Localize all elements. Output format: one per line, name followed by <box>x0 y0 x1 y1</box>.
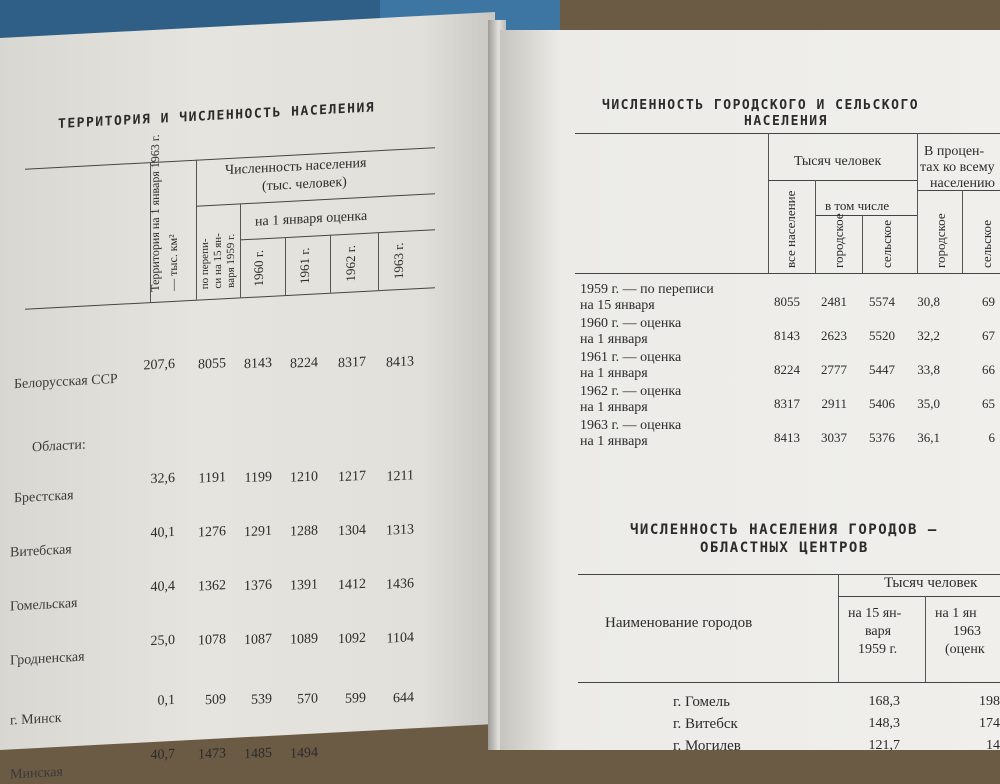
row-label: 1961 г. — оценка <box>580 350 682 365</box>
table-cell: 8055 <box>774 294 800 309</box>
table-cell: 148,3 <box>868 716 900 731</box>
col1-header: на 15 ян- <box>848 606 902 621</box>
thousands-header-2: Тысяч человек <box>884 575 978 591</box>
table-cell: 1436 <box>386 576 414 593</box>
table-cell: 8143 <box>774 328 800 343</box>
city-name: г. Гомель <box>673 694 731 710</box>
census-header-3: варя 1959 г. <box>225 233 237 289</box>
table-cell: 8413 <box>386 354 414 371</box>
population-header: Численность населения <box>225 155 367 179</box>
table-cell: 2623 <box>821 328 847 343</box>
urban-pct-header: городское <box>933 213 948 268</box>
table-cell: 198 <box>979 694 1000 709</box>
row-label: Брестская <box>14 488 74 507</box>
table-cell: 2481 <box>821 294 847 309</box>
right-table2-title-2: ОБЛАСТНЫХ ЦЕНТРОВ <box>700 540 869 556</box>
col-divider <box>378 232 379 290</box>
census-header-2: си на 15 ян- <box>212 232 224 289</box>
table-cell: 1217 <box>338 468 366 486</box>
table-cell: 1304 <box>338 522 366 540</box>
subheader-rule <box>838 596 1000 597</box>
row-label: Гродненская <box>10 649 85 669</box>
col-divider <box>838 574 839 682</box>
cities-header: Наименование городов <box>605 615 753 631</box>
table-cell: 3037 <box>821 430 847 445</box>
table1-header-rule <box>575 273 1000 274</box>
population-unit: (тыс. человек) <box>262 174 347 195</box>
left-page-title: ТЕРРИТОРИЯ И ЧИСЛЕННОСТЬ НАСЕЛЕНИЯ <box>58 100 376 132</box>
census-header: по перепи- <box>199 238 211 290</box>
right-table1-title-2: НАСЕЛЕНИЯ <box>744 114 828 129</box>
row-label: Минская <box>10 764 63 783</box>
table-cell: 8143 <box>244 355 272 373</box>
table-cell: 67 <box>982 328 995 343</box>
col1-header-3: 1959 г. <box>858 642 898 657</box>
total-header: все население <box>783 190 798 268</box>
subheader-rule <box>768 180 917 181</box>
table-cell: 69 <box>982 294 995 309</box>
table-cell: 207,6 <box>143 356 175 374</box>
col-divider <box>330 235 331 293</box>
table-cell: 1276 <box>198 524 226 541</box>
table-cell: 1362 <box>198 578 226 595</box>
table-cell: 5520 <box>869 328 895 343</box>
table-cell: 1078 <box>198 632 226 649</box>
urban-header: городское <box>831 213 846 268</box>
table-cell: 5376 <box>869 430 895 445</box>
territory-header: Территория на 1 января 1963 г. <box>148 134 162 293</box>
table-cell: 35,0 <box>917 396 940 411</box>
table-cell: 539 <box>251 691 272 708</box>
table-cell: 40,7 <box>150 746 175 764</box>
year-1961: 1961 г. <box>297 247 312 285</box>
table-cell: 1211 <box>386 468 414 485</box>
table-cell: 1494 <box>290 745 318 762</box>
table-cell: 1412 <box>338 576 366 594</box>
row-label: 1963 г. — оценка <box>580 418 682 433</box>
table-cell: 30,8 <box>917 294 940 309</box>
col-divider <box>917 133 918 273</box>
table-cell: 509 <box>205 692 226 709</box>
row-label: Гомельская <box>10 595 78 615</box>
table-cell: 66 <box>982 362 995 377</box>
table-cell: 8413 <box>774 430 800 445</box>
table-cell: 1104 <box>386 630 414 647</box>
year-1962: 1962 г. <box>343 244 358 283</box>
col-divider <box>285 237 286 295</box>
city-name: г. Витебск <box>673 716 738 732</box>
right-table2-title: ЧИСЛЕННОСТЬ НАСЕЛЕНИЯ ГОРОДОВ — <box>630 522 938 538</box>
col2-header: на 1 ян <box>935 606 977 621</box>
right-page <box>500 30 1000 754</box>
table-cell: 8224 <box>290 355 318 372</box>
table-cell: 5406 <box>869 396 895 411</box>
row-label: Белорусская ССР <box>14 371 118 393</box>
row-label: Витебская <box>10 542 72 561</box>
thousands-header: Тысяч человек <box>794 154 882 169</box>
table-cell: 8055 <box>198 356 226 373</box>
table-cell: 2911 <box>821 396 847 411</box>
row-label: 1960 г. — оценка <box>580 316 682 331</box>
table-cell: 1376 <box>244 577 272 595</box>
table-cell: 5574 <box>869 294 895 309</box>
table1-top-rule <box>575 133 1000 134</box>
table-cell: 32,2 <box>917 328 940 343</box>
table-cell: 8317 <box>338 354 366 372</box>
col-divider <box>862 215 863 273</box>
row-label-2: на 1 января <box>580 366 648 381</box>
table-cell: 36,1 <box>917 430 940 445</box>
percent-header-2: тах ко всему <box>920 160 995 175</box>
table-cell: 570 <box>297 691 318 708</box>
right-table1-title: ЧИСЛЕННОСТЬ ГОРОДСКОГО И СЕЛЬСКОГО <box>602 98 920 113</box>
table-cell: 25,0 <box>150 632 175 650</box>
table-cell: 1087 <box>244 631 272 649</box>
row-label-2: на 1 января <box>580 332 648 347</box>
col2-header-2: 1963 <box>953 624 981 639</box>
territory-unit: — тыс. км² <box>166 233 180 292</box>
col-divider <box>962 190 963 273</box>
table-cell: 1288 <box>290 523 318 540</box>
year-1960: 1960 г. <box>251 249 266 287</box>
year-1963: 1963 г. <box>391 242 406 280</box>
col2-header-3: (оценк <box>945 642 985 657</box>
table-cell: 8224 <box>774 362 800 377</box>
table-cell: 168,3 <box>868 694 900 709</box>
table-header-rule <box>25 287 435 309</box>
table-cell: 1092 <box>338 630 366 648</box>
table-cell: 174 <box>979 716 1000 731</box>
table-cell: 1089 <box>290 631 318 648</box>
table-cell: 32,6 <box>150 470 175 488</box>
table-cell: 1291 <box>244 523 272 541</box>
table2-header-rule <box>578 682 1000 683</box>
subheader-rule <box>240 229 435 240</box>
table-cell: 8317 <box>774 396 800 411</box>
table-cell: 0,1 <box>157 692 175 709</box>
table-cell: 40,1 <box>150 524 175 542</box>
table-cell: 1191 <box>198 470 226 487</box>
subheader-rule <box>196 193 435 207</box>
table-cell: 65 <box>982 396 995 411</box>
table-cell: 1473 <box>198 746 226 763</box>
rural-pct-header: сельское <box>979 220 994 268</box>
percent-header-3: населению <box>930 176 995 191</box>
table-cell: 644 <box>393 690 414 707</box>
left-page <box>0 12 495 783</box>
table-cell: 40,4 <box>150 578 175 596</box>
table-cell: 6 <box>988 430 995 445</box>
row-label: 1959 г. — по переписи <box>580 282 714 297</box>
table-cell: 1313 <box>386 522 414 539</box>
percent-header: В процен- <box>924 144 985 159</box>
table-cell: 599 <box>345 690 366 707</box>
city-name: г. Могилев <box>673 738 741 754</box>
col1-header-2: варя <box>865 624 892 639</box>
table-cell: 1391 <box>290 577 318 594</box>
table-cell: 1199 <box>244 469 272 487</box>
row-label-2: на 15 января <box>580 298 655 313</box>
row-label-2: на 1 января <box>580 400 648 415</box>
incl-header: в том числе <box>825 198 890 213</box>
rural-header: сельское <box>879 220 894 268</box>
col-divider <box>925 596 926 682</box>
row-label: г. Минск <box>10 710 62 729</box>
row-label: Области: <box>32 437 86 456</box>
table-cell: 1485 <box>244 745 272 763</box>
row-label-2: на 1 января <box>580 434 648 449</box>
row-label: 1962 г. — оценка <box>580 384 682 399</box>
jan1-header: на 1 января оценка <box>255 208 368 230</box>
col-divider <box>240 203 241 297</box>
table-cell: 33,8 <box>917 362 940 377</box>
table-cell: 14 <box>986 738 1000 753</box>
col-divider <box>815 180 816 273</box>
table-cell: 1210 <box>290 469 318 486</box>
col-divider <box>768 133 769 273</box>
col-divider <box>196 160 197 300</box>
table-cell: 2777 <box>821 362 847 377</box>
table-cell: 5447 <box>869 362 895 377</box>
table-cell: 121,7 <box>868 738 900 753</box>
